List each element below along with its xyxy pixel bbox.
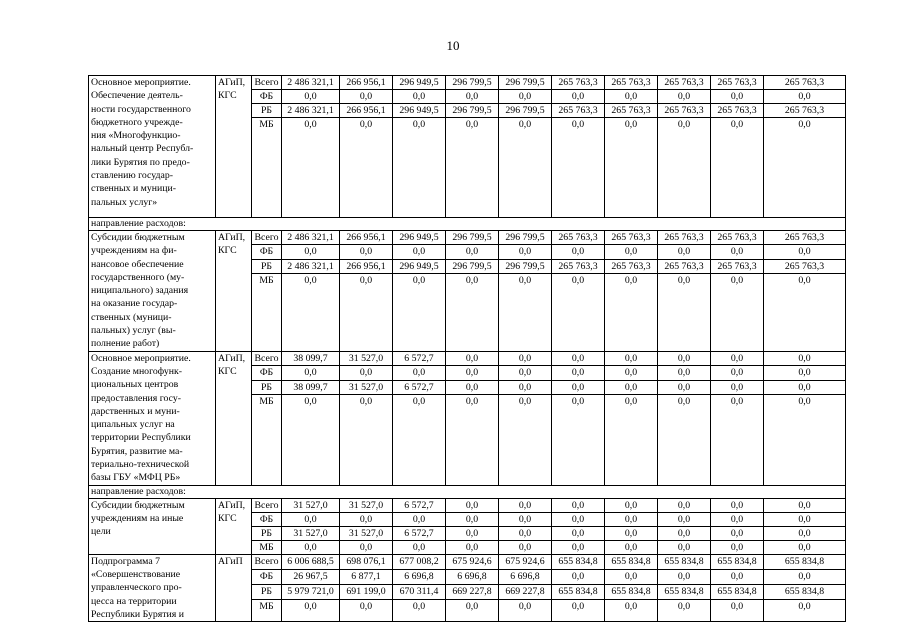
amount-cell: 0,0 [552, 498, 605, 512]
amount-cell: 0,0 [658, 540, 711, 554]
amount-cell: 698 076,1 [340, 554, 393, 569]
amount-cell: 265 763,3 [658, 104, 711, 118]
amount-cell: 6 877,1 [340, 569, 393, 584]
amount-cell: 265 763,3 [711, 76, 764, 90]
funding-source: Всего [252, 76, 282, 90]
amount-cell: 265 763,3 [605, 76, 658, 90]
amount-cell: 38 099,7 [282, 380, 340, 394]
amount-cell: 0,0 [658, 498, 711, 512]
amount-cell: 669 227,8 [499, 585, 552, 600]
amount-cell: 655 834,8 [605, 585, 658, 600]
amount-cell: 0,0 [711, 498, 764, 512]
amount-cell: 0,0 [764, 600, 846, 622]
amount-cell: 296 799,5 [446, 231, 499, 245]
amount-cell: 0,0 [446, 600, 499, 622]
funding-source: Всего [252, 231, 282, 245]
table-row [89, 351, 846, 365]
activity-description: Подпрограмма 7 «Совершенствование управленческого про- цесса на территории Республики Бурятия и [89, 554, 216, 621]
amount-cell: 0,0 [764, 118, 846, 218]
executor-cell: АГиП [216, 554, 252, 621]
funding-source: РБ [252, 259, 282, 273]
amount-cell: 0,0 [711, 380, 764, 394]
amount-cell: 655 834,8 [605, 554, 658, 569]
amount-cell: 296 799,5 [499, 259, 552, 273]
amount-cell: 265 763,3 [764, 231, 846, 245]
amount-cell: 296 949,5 [393, 76, 446, 90]
amount-cell: 265 763,3 [658, 259, 711, 273]
amount-cell: 0,0 [605, 512, 658, 526]
amount-cell: 0,0 [658, 118, 711, 218]
amount-cell: 0,0 [764, 512, 846, 526]
amount-cell: 0,0 [658, 512, 711, 526]
amount-cell: 0,0 [605, 380, 658, 394]
amount-cell: 0,0 [499, 526, 552, 540]
amount-cell: 655 834,8 [764, 554, 846, 569]
executor-cell: АГиП, КГС [216, 231, 252, 352]
amount-cell: 38 099,7 [282, 351, 340, 365]
amount-cell: 0,0 [282, 274, 340, 351]
amount-cell: 296 799,5 [499, 231, 552, 245]
amount-cell: 0,0 [552, 394, 605, 485]
funding-source: ФБ [252, 90, 282, 104]
amount-cell: 0,0 [282, 245, 340, 259]
amount-cell: 0,0 [764, 274, 846, 351]
amount-cell: 0,0 [711, 90, 764, 104]
amount-cell: 0,0 [393, 540, 446, 554]
amount-cell: 0,0 [446, 526, 499, 540]
amount-cell: 265 763,3 [605, 259, 658, 273]
amount-cell: 0,0 [764, 380, 846, 394]
amount-cell: 0,0 [393, 90, 446, 104]
amount-cell: 0,0 [605, 118, 658, 218]
amount-cell: 0,0 [499, 351, 552, 365]
amount-cell: 0,0 [282, 512, 340, 526]
amount-cell: 655 834,8 [552, 585, 605, 600]
amount-cell: 0,0 [605, 274, 658, 351]
amount-cell: 0,0 [658, 351, 711, 365]
amount-cell: 0,0 [658, 274, 711, 351]
amount-cell: 0,0 [499, 498, 552, 512]
amount-cell: 265 763,3 [605, 104, 658, 118]
amount-cell: 0,0 [340, 394, 393, 485]
amount-cell: 0,0 [764, 526, 846, 540]
amount-cell: 296 799,5 [499, 76, 552, 90]
amount-cell: 0,0 [446, 498, 499, 512]
activity-description: Основное мероприятие. Создание многофунк- циональных центров предоставления госу- дарственных и муни- ципальных услуг на территории Республики Бурятия, развитие ма- териально-технической базы ГБУ «МФЦ РБ» [89, 351, 216, 485]
amount-cell: 0,0 [499, 600, 552, 622]
amount-cell: 6 572,7 [393, 498, 446, 512]
amount-cell: 691 199,0 [340, 585, 393, 600]
amount-cell: 0,0 [446, 540, 499, 554]
amount-cell: 0,0 [764, 245, 846, 259]
amount-cell: 0,0 [552, 274, 605, 351]
amount-cell: 0,0 [658, 394, 711, 485]
amount-cell: 0,0 [340, 274, 393, 351]
amount-cell: 6 572,7 [393, 380, 446, 394]
table-row [89, 231, 846, 245]
funding-source: ФБ [252, 569, 282, 584]
amount-cell: 0,0 [282, 90, 340, 104]
amount-cell: 265 763,3 [658, 76, 711, 90]
amount-cell: 0,0 [446, 118, 499, 218]
amount-cell: 0,0 [282, 118, 340, 218]
amount-cell: 669 227,8 [446, 585, 499, 600]
amount-cell: 0,0 [764, 90, 846, 104]
amount-cell: 655 834,8 [658, 585, 711, 600]
section-label: направление расходов: [89, 485, 846, 498]
funding-source: РБ [252, 526, 282, 540]
amount-cell: 265 763,3 [711, 104, 764, 118]
amount-cell: 31 527,0 [282, 498, 340, 512]
amount-cell: 0,0 [552, 380, 605, 394]
funding-source: МБ [252, 600, 282, 622]
activity-description: Субсидии бюджетным учреждениям на иные цели [89, 498, 216, 554]
amount-cell: 0,0 [393, 245, 446, 259]
amount-cell: 0,0 [393, 394, 446, 485]
amount-cell: 296 949,5 [393, 259, 446, 273]
amount-cell: 31 527,0 [340, 498, 393, 512]
funding-source: РБ [252, 585, 282, 600]
amount-cell: 655 834,8 [711, 554, 764, 569]
amount-cell: 0,0 [446, 380, 499, 394]
amount-cell: 266 956,1 [340, 259, 393, 273]
amount-cell: 0,0 [446, 394, 499, 485]
amount-cell: 0,0 [658, 526, 711, 540]
amount-cell: 0,0 [446, 366, 499, 380]
amount-cell: 670 311,4 [393, 585, 446, 600]
funding-source: РБ [252, 380, 282, 394]
amount-cell: 265 763,3 [658, 231, 711, 245]
amount-cell: 0,0 [499, 245, 552, 259]
amount-cell: 0,0 [711, 569, 764, 584]
amount-cell: 2 486 321,1 [282, 259, 340, 273]
amount-cell: 0,0 [340, 512, 393, 526]
table-row [89, 498, 846, 512]
amount-cell: 0,0 [552, 90, 605, 104]
funding-source: РБ [252, 104, 282, 118]
funding-source: МБ [252, 394, 282, 485]
amount-cell: 0,0 [764, 351, 846, 365]
amount-cell: 0,0 [340, 90, 393, 104]
amount-cell: 0,0 [552, 351, 605, 365]
funding-source: МБ [252, 274, 282, 351]
amount-cell: 0,0 [282, 366, 340, 380]
amount-cell: 0,0 [764, 394, 846, 485]
amount-cell: 0,0 [605, 351, 658, 365]
amount-cell: 296 799,5 [446, 104, 499, 118]
amount-cell: 0,0 [499, 274, 552, 351]
amount-cell: 296 799,5 [446, 259, 499, 273]
amount-cell: 266 956,1 [340, 231, 393, 245]
amount-cell: 655 834,8 [552, 554, 605, 569]
amount-cell: 0,0 [605, 366, 658, 380]
amount-cell: 296 949,5 [393, 104, 446, 118]
amount-cell: 266 956,1 [340, 104, 393, 118]
amount-cell: 6 572,7 [393, 351, 446, 365]
amount-cell: 0,0 [340, 118, 393, 218]
amount-cell: 0,0 [605, 526, 658, 540]
amount-cell: 0,0 [552, 366, 605, 380]
amount-cell: 655 834,8 [764, 585, 846, 600]
amount-cell: 0,0 [658, 366, 711, 380]
amount-cell: 265 763,3 [552, 259, 605, 273]
funding-source: Всего [252, 554, 282, 569]
amount-cell: 0,0 [393, 366, 446, 380]
funding-source: ФБ [252, 245, 282, 259]
amount-cell: 0,0 [446, 90, 499, 104]
amount-cell: 2 486 321,1 [282, 104, 340, 118]
amount-cell: 0,0 [605, 245, 658, 259]
amount-cell: 655 834,8 [658, 554, 711, 569]
budget-table [88, 75, 846, 622]
funding-source: Всего [252, 498, 282, 512]
amount-cell: 0,0 [552, 245, 605, 259]
amount-cell: 0,0 [711, 366, 764, 380]
amount-cell: 265 763,3 [764, 76, 846, 90]
amount-cell: 0,0 [446, 245, 499, 259]
funding-source: ФБ [252, 366, 282, 380]
amount-cell: 0,0 [711, 540, 764, 554]
table-row [89, 554, 846, 569]
amount-cell: 6 696,8 [393, 569, 446, 584]
amount-cell: 296 799,5 [499, 104, 552, 118]
amount-cell: 31 527,0 [282, 526, 340, 540]
page-number: 10 [446, 38, 460, 53]
amount-cell: 0,0 [282, 394, 340, 485]
amount-cell: 265 763,3 [764, 104, 846, 118]
amount-cell: 0,0 [658, 600, 711, 622]
amount-cell: 0,0 [605, 90, 658, 104]
amount-cell: 0,0 [552, 526, 605, 540]
amount-cell: 265 763,3 [711, 259, 764, 273]
amount-cell: 0,0 [552, 118, 605, 218]
amount-cell: 0,0 [711, 394, 764, 485]
amount-cell: 296 949,5 [393, 231, 446, 245]
amount-cell: 2 486 321,1 [282, 76, 340, 90]
amount-cell: 0,0 [711, 526, 764, 540]
table-row [89, 76, 846, 90]
amount-cell: 266 956,1 [340, 76, 393, 90]
amount-cell: 265 763,3 [764, 259, 846, 273]
activity-description: Субсидии бюджетным учреждениям на фи- нансовое обеспечение государственного (му- ниципального) задания на оказание государ- ственных (муници- пальных) услуг (вы- полнение работ) [89, 231, 216, 352]
executor-cell: АГиП, КГС [216, 351, 252, 485]
amount-cell: 655 834,8 [711, 585, 764, 600]
amount-cell: 0,0 [605, 600, 658, 622]
amount-cell: 0,0 [605, 540, 658, 554]
amount-cell: 0,0 [282, 540, 340, 554]
amount-cell: 0,0 [658, 569, 711, 584]
amount-cell: 0,0 [711, 245, 764, 259]
amount-cell: 0,0 [446, 512, 499, 526]
amount-cell: 0,0 [340, 540, 393, 554]
amount-cell: 0,0 [499, 540, 552, 554]
amount-cell: 0,0 [446, 274, 499, 351]
amount-cell: 0,0 [340, 366, 393, 380]
amount-cell: 0,0 [605, 569, 658, 584]
amount-cell: 0,0 [764, 366, 846, 380]
activity-description: Основное мероприятие. Обеспечение деятель- ности государственного бюджетного учрежде- ния «Многофункцио- нальный центр Республ- лики Бурятия по предо- ставлению государ- ственных и муници- пальных услуг» [89, 76, 216, 218]
amount-cell: 0,0 [711, 118, 764, 218]
amount-cell: 675 924,6 [499, 554, 552, 569]
amount-cell: 0,0 [764, 498, 846, 512]
amount-cell: 0,0 [340, 245, 393, 259]
funding-source: МБ [252, 118, 282, 218]
section-label: направление расходов: [89, 218, 846, 231]
amount-cell: 0,0 [499, 394, 552, 485]
amount-cell: 0,0 [552, 569, 605, 584]
amount-cell: 0,0 [658, 380, 711, 394]
amount-cell: 0,0 [499, 512, 552, 526]
amount-cell: 6 572,7 [393, 526, 446, 540]
amount-cell: 0,0 [393, 512, 446, 526]
amount-cell: 6 696,8 [499, 569, 552, 584]
amount-cell: 0,0 [658, 245, 711, 259]
amount-cell: 0,0 [552, 600, 605, 622]
amount-cell: 675 924,6 [446, 554, 499, 569]
amount-cell: 6 696,8 [446, 569, 499, 584]
amount-cell: 0,0 [446, 351, 499, 365]
funding-source: ФБ [252, 512, 282, 526]
amount-cell: 0,0 [552, 512, 605, 526]
section-label-row [89, 218, 846, 231]
executor-cell: АГиП, КГС [216, 76, 252, 218]
amount-cell: 31 527,0 [340, 380, 393, 394]
amount-cell: 0,0 [393, 274, 446, 351]
amount-cell: 0,0 [499, 380, 552, 394]
amount-cell: 6 006 688,5 [282, 554, 340, 569]
amount-cell: 0,0 [499, 366, 552, 380]
amount-cell: 0,0 [605, 394, 658, 485]
amount-cell: 2 486 321,1 [282, 231, 340, 245]
amount-cell: 0,0 [499, 90, 552, 104]
amount-cell: 0,0 [393, 600, 446, 622]
amount-cell: 0,0 [711, 600, 764, 622]
amount-cell: 677 008,2 [393, 554, 446, 569]
amount-cell: 265 763,3 [552, 231, 605, 245]
amount-cell: 0,0 [282, 600, 340, 622]
amount-cell: 0,0 [340, 600, 393, 622]
funding-source: Всего [252, 351, 282, 365]
amount-cell: 0,0 [711, 351, 764, 365]
amount-cell: 31 527,0 [340, 351, 393, 365]
amount-cell: 5 979 721,0 [282, 585, 340, 600]
amount-cell: 265 763,3 [552, 76, 605, 90]
funding-source: МБ [252, 540, 282, 554]
executor-cell: АГиП, КГС [216, 498, 252, 554]
amount-cell: 0,0 [605, 498, 658, 512]
amount-cell: 0,0 [764, 540, 846, 554]
amount-cell: 265 763,3 [605, 231, 658, 245]
amount-cell: 0,0 [764, 569, 846, 584]
amount-cell: 0,0 [499, 118, 552, 218]
amount-cell: 265 763,3 [552, 104, 605, 118]
amount-cell: 26 967,5 [282, 569, 340, 584]
section-label-row [89, 485, 846, 498]
amount-cell: 0,0 [711, 274, 764, 351]
amount-cell: 296 799,5 [446, 76, 499, 90]
amount-cell: 0,0 [658, 90, 711, 104]
amount-cell: 0,0 [711, 512, 764, 526]
amount-cell: 0,0 [393, 118, 446, 218]
amount-cell: 31 527,0 [340, 526, 393, 540]
amount-cell: 0,0 [552, 540, 605, 554]
amount-cell: 265 763,3 [711, 231, 764, 245]
